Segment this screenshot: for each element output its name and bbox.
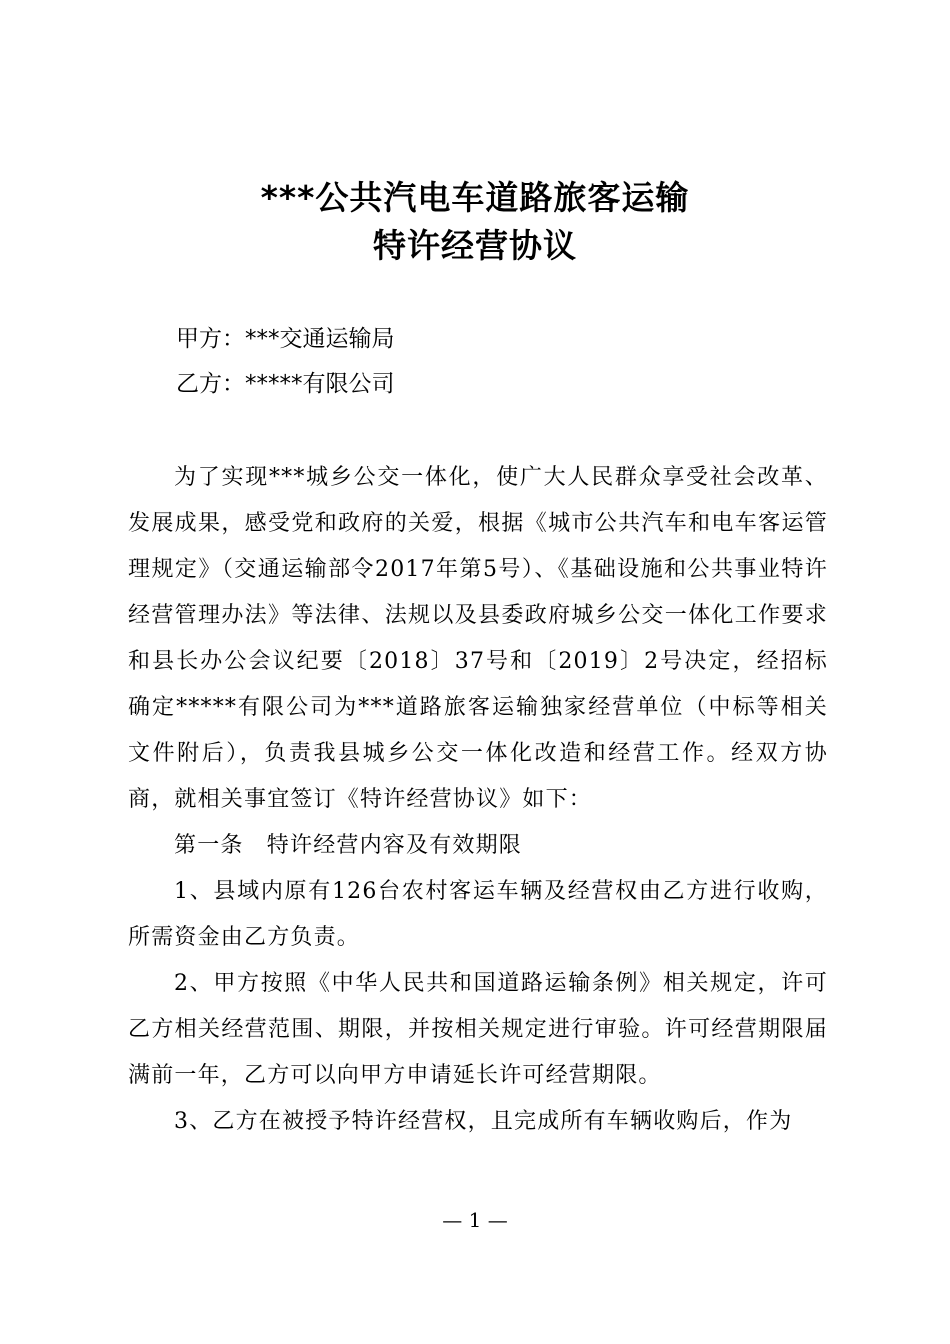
page-number: — 1 —	[442, 1208, 508, 1232]
party-b: 乙方：*****有限公司	[176, 371, 395, 397]
article-1-section	[128, 823, 828, 1145]
article-1-heading: 第一条 特许经营内容及有效期限	[174, 833, 523, 858]
party-a: 甲方：***交通运输局	[176, 326, 395, 352]
intro-section	[128, 455, 828, 823]
article-1-item-2: 2、甲方按照《中华人民共和国道路运输条例》相关规定，许可乙方相关经营范围、期限，并按相关规定进行审验。许可经营期限届满前一年，乙方可以向甲方申请延长许可经营期限。	[128, 971, 828, 1088]
document-title-line-1: ***公共汽电车道路旅客运输	[260, 178, 690, 217]
intro-paragraph: 为了实现***城乡公交一体化，使广大人民群众享受社会改革、发展成果，感受党和政府的关爱，根据《城市公共汽车和电车客运管理规定》（交通运输部令2017年第5号）、《基础设施和公共事业特许经营管理办法》等法律、法规以及县委政府城乡公交一体化工作要求和县长办公会议纪要〔2018〕37号和〔2019〕2号决定，经招标确定*****有限公司为***道路旅客运输独家经营单位（中标等相关文件附后），负责我县城乡公交一体化改造和经营工作。经双方协商，就相关事宜签订《特许经营协议》如下：	[128, 465, 828, 812]
article-1-item-3: 3、乙方在被授予特许经营权，且完成所有车辆收购后，作为	[174, 1109, 793, 1134]
article-1-item-1: 1、县域内原有126台农村客运车辆及经营权由乙方进行收购，所需资金由乙方负责。	[128, 879, 828, 950]
document-title-line-2: 特许经营协议	[373, 226, 577, 265]
